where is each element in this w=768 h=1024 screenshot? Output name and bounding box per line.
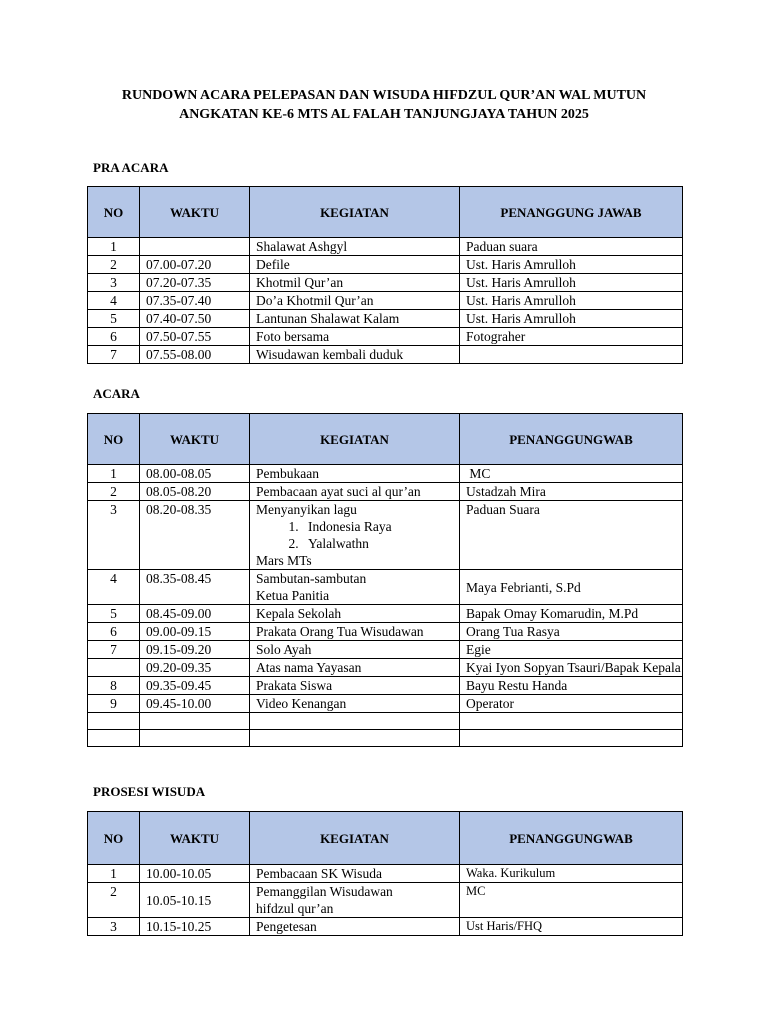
cell-waktu: 07.35-07.40 <box>140 292 250 310</box>
section-heading-acara: ACARA <box>93 386 140 401</box>
cell-no: 5 <box>88 310 140 328</box>
cell-pj: Waka. Kurikulum <box>460 865 683 883</box>
kegiatan-text: Sambutan-sambutan <box>256 571 367 586</box>
empty-cell <box>460 730 683 747</box>
cell-pj: Ust Haris/FHQ <box>460 918 683 936</box>
song-list <box>256 518 459 552</box>
header-no: NO <box>88 812 140 865</box>
header-waktu: WAKTU <box>140 812 250 865</box>
cell-no: 6 <box>88 623 140 641</box>
cell-pj: Paduan suara <box>460 238 683 256</box>
table-row <box>88 605 683 623</box>
cell-pj: Bayu Restu Handa <box>460 677 683 695</box>
empty-cell <box>140 713 250 730</box>
cell-waktu: 07.55-08.00 <box>140 346 250 364</box>
cell-waktu: 08.05-08.20 <box>140 483 250 501</box>
cell-kegiatan: Prakata Siswa <box>250 677 460 695</box>
cell-waktu: 08.00-08.05 <box>140 465 250 483</box>
cell-kegiatan: Kepala Sekolah <box>250 605 460 623</box>
cell-waktu: 09.15-09.20 <box>140 641 250 659</box>
list-item: 1. Indonesia Raya <box>302 518 459 535</box>
list-item: 2. Yalalwathn <box>302 535 459 552</box>
empty-cell <box>250 730 460 747</box>
cell-kegiatan: Pembacaan SK Wisuda <box>250 865 460 883</box>
cell-waktu: 10.05-10.15 <box>140 883 250 918</box>
table-row <box>88 483 683 501</box>
section-heading-prosesi-wisuda: PROSESI WISUDA <box>93 784 206 799</box>
kegiatan-text-line2: hifdzul qur’an <box>256 901 334 916</box>
cell-no: 2 <box>88 483 140 501</box>
cell-pj: Ust. Haris Amrulloh <box>460 256 683 274</box>
cell-pj: Ust. Haris Amrulloh <box>460 310 683 328</box>
table-row <box>88 238 683 256</box>
title-line-1: RUNDOWN ACARA PELEPASAN DAN WISUDA HIFDZUL QUR’AN WAL MUTUN <box>121 88 647 103</box>
cell-waktu: 10.15-10.25 <box>140 918 250 936</box>
table-row <box>88 274 683 292</box>
cell-kegiatan: Khotmil Qur’an <box>250 274 460 292</box>
cell-pj: Operator <box>460 695 683 713</box>
header-penanggungwab: PENANGGUNGWAB <box>460 414 683 465</box>
table-row <box>88 256 683 274</box>
cell-kegiatan: Prakata Orang Tua Wisudawan <box>250 623 460 641</box>
cell-no: 3 <box>88 274 140 292</box>
cell-waktu: 09.45-10.00 <box>140 695 250 713</box>
header-kegiatan: KEGIATAN <box>250 812 460 865</box>
cell-pj: Egie <box>460 641 683 659</box>
cell-pj: Maya Febrianti, S.Pd <box>460 570 683 605</box>
cell-kegiatan: Shalawat Ashgyl <box>250 238 460 256</box>
empty-cell <box>140 730 250 747</box>
kegiatan-text-line2: Ketua Panitia <box>256 588 330 603</box>
cell-no: 1 <box>88 465 140 483</box>
table-row <box>88 501 683 570</box>
table-row <box>88 570 683 605</box>
cell-waktu: 07.40-07.50 <box>140 310 250 328</box>
table-row <box>88 695 683 713</box>
cell-pj: MC <box>460 465 683 483</box>
cell-no <box>88 659 140 677</box>
table-row <box>88 883 683 918</box>
cell-waktu: 08.20-08.35 <box>140 501 250 570</box>
cell-kegiatan: Wisudawan kembali duduk <box>250 346 460 364</box>
table-row <box>88 328 683 346</box>
header-waktu: WAKTU <box>140 414 250 465</box>
cell-no: 4 <box>88 570 140 605</box>
cell-pj <box>460 346 683 364</box>
cell-no: 7 <box>88 641 140 659</box>
table-header-row <box>88 187 683 238</box>
cell-waktu: 10.00-10.05 <box>140 865 250 883</box>
cell-kegiatan: Pembacaan ayat suci al qur’an <box>250 483 460 501</box>
cell-pj: Kyai Iyon Sopyan Tsauri/Bapak Kepala <box>460 659 683 677</box>
cell-waktu: 08.45-09.00 <box>140 605 250 623</box>
cell-pj: Ust. Haris Amrulloh <box>460 292 683 310</box>
cell-no: 7 <box>88 346 140 364</box>
cell-no: 3 <box>88 918 140 936</box>
header-penanggungwab: PENANGGUNGWAB <box>460 812 683 865</box>
cell-pj: Ust. Haris Amrulloh <box>460 274 683 292</box>
cell-kegiatan <box>250 883 460 918</box>
header-kegiatan: KEGIATAN <box>250 414 460 465</box>
empty-cell <box>250 713 460 730</box>
empty-cell <box>88 730 140 747</box>
cell-waktu: 08.35-08.45 <box>140 570 250 605</box>
cell-kegiatan: Foto bersama <box>250 328 460 346</box>
empty-table-row <box>88 713 683 730</box>
cell-pj: Fotograher <box>460 328 683 346</box>
cell-pj: Ustadzah Mira <box>460 483 683 501</box>
cell-waktu <box>140 238 250 256</box>
table-row <box>88 346 683 364</box>
table-row <box>88 292 683 310</box>
cell-kegiatan <box>250 570 460 605</box>
cell-waktu: 07.50-07.55 <box>140 328 250 346</box>
table-row <box>88 310 683 328</box>
cell-kegiatan: Pengetesan <box>250 918 460 936</box>
table-header-row <box>88 414 683 465</box>
header-no: NO <box>88 187 140 238</box>
acara-table <box>87 413 683 747</box>
cell-kegiatan <box>250 501 460 570</box>
kegiatan-text-after: Mars MTs <box>256 553 312 568</box>
cell-no: 6 <box>88 328 140 346</box>
cell-kegiatan: Pembukaan <box>250 465 460 483</box>
document-title <box>60 86 708 124</box>
cell-no: 4 <box>88 292 140 310</box>
table-row <box>88 865 683 883</box>
table-row <box>88 641 683 659</box>
cell-no: 1 <box>88 238 140 256</box>
cell-no: 5 <box>88 605 140 623</box>
cell-waktu: 07.20-07.35 <box>140 274 250 292</box>
empty-cell <box>88 713 140 730</box>
cell-pj: Orang Tua Rasya <box>460 623 683 641</box>
cell-no: 9 <box>88 695 140 713</box>
table-header-row <box>88 812 683 865</box>
empty-cell <box>460 713 683 730</box>
cell-pj: Bapak Omay Komarudin, M.Pd <box>460 605 683 623</box>
cell-kegiatan: Lantunan Shalawat Kalam <box>250 310 460 328</box>
cell-waktu: 07.00-07.20 <box>140 256 250 274</box>
title-line-2: ANGKATAN KE-6 MTS AL FALAH TANJUNGJAYA TAHUN 2025 <box>179 107 589 122</box>
table-row <box>88 623 683 641</box>
kegiatan-text: Menyanyikan lagu <box>256 502 357 517</box>
header-waktu: WAKTU <box>140 187 250 238</box>
cell-pj: MC <box>460 883 683 918</box>
cell-no: 2 <box>88 883 140 918</box>
table-row <box>88 659 683 677</box>
cell-kegiatan: Solo Ayah <box>250 641 460 659</box>
cell-kegiatan: Do’a Khotmil Qur’an <box>250 292 460 310</box>
cell-kegiatan: Atas nama Yayasan <box>250 659 460 677</box>
cell-waktu: 09.00-09.15 <box>140 623 250 641</box>
cell-waktu: 09.20-09.35 <box>140 659 250 677</box>
prosesi-wisuda-table <box>87 811 683 936</box>
pra-acara-table <box>87 186 683 364</box>
table-row <box>88 465 683 483</box>
empty-table-row <box>88 730 683 747</box>
cell-waktu: 09.35-09.45 <box>140 677 250 695</box>
cell-pj: Paduan Suara <box>460 501 683 570</box>
header-penanggung-jawab: PENANGGUNG JAWAB <box>460 187 683 238</box>
header-no: NO <box>88 414 140 465</box>
cell-kegiatan: Video Kenangan <box>250 695 460 713</box>
cell-no: 1 <box>88 865 140 883</box>
kegiatan-text: Pemanggilan Wisudawan <box>256 884 393 899</box>
header-kegiatan: KEGIATAN <box>250 187 460 238</box>
cell-no: 3 <box>88 501 140 570</box>
cell-no: 8 <box>88 677 140 695</box>
table-row <box>88 918 683 936</box>
table-row <box>88 677 683 695</box>
section-heading-pra-acara: PRA ACARA <box>93 160 169 175</box>
cell-kegiatan: Defile <box>250 256 460 274</box>
cell-no: 2 <box>88 256 140 274</box>
